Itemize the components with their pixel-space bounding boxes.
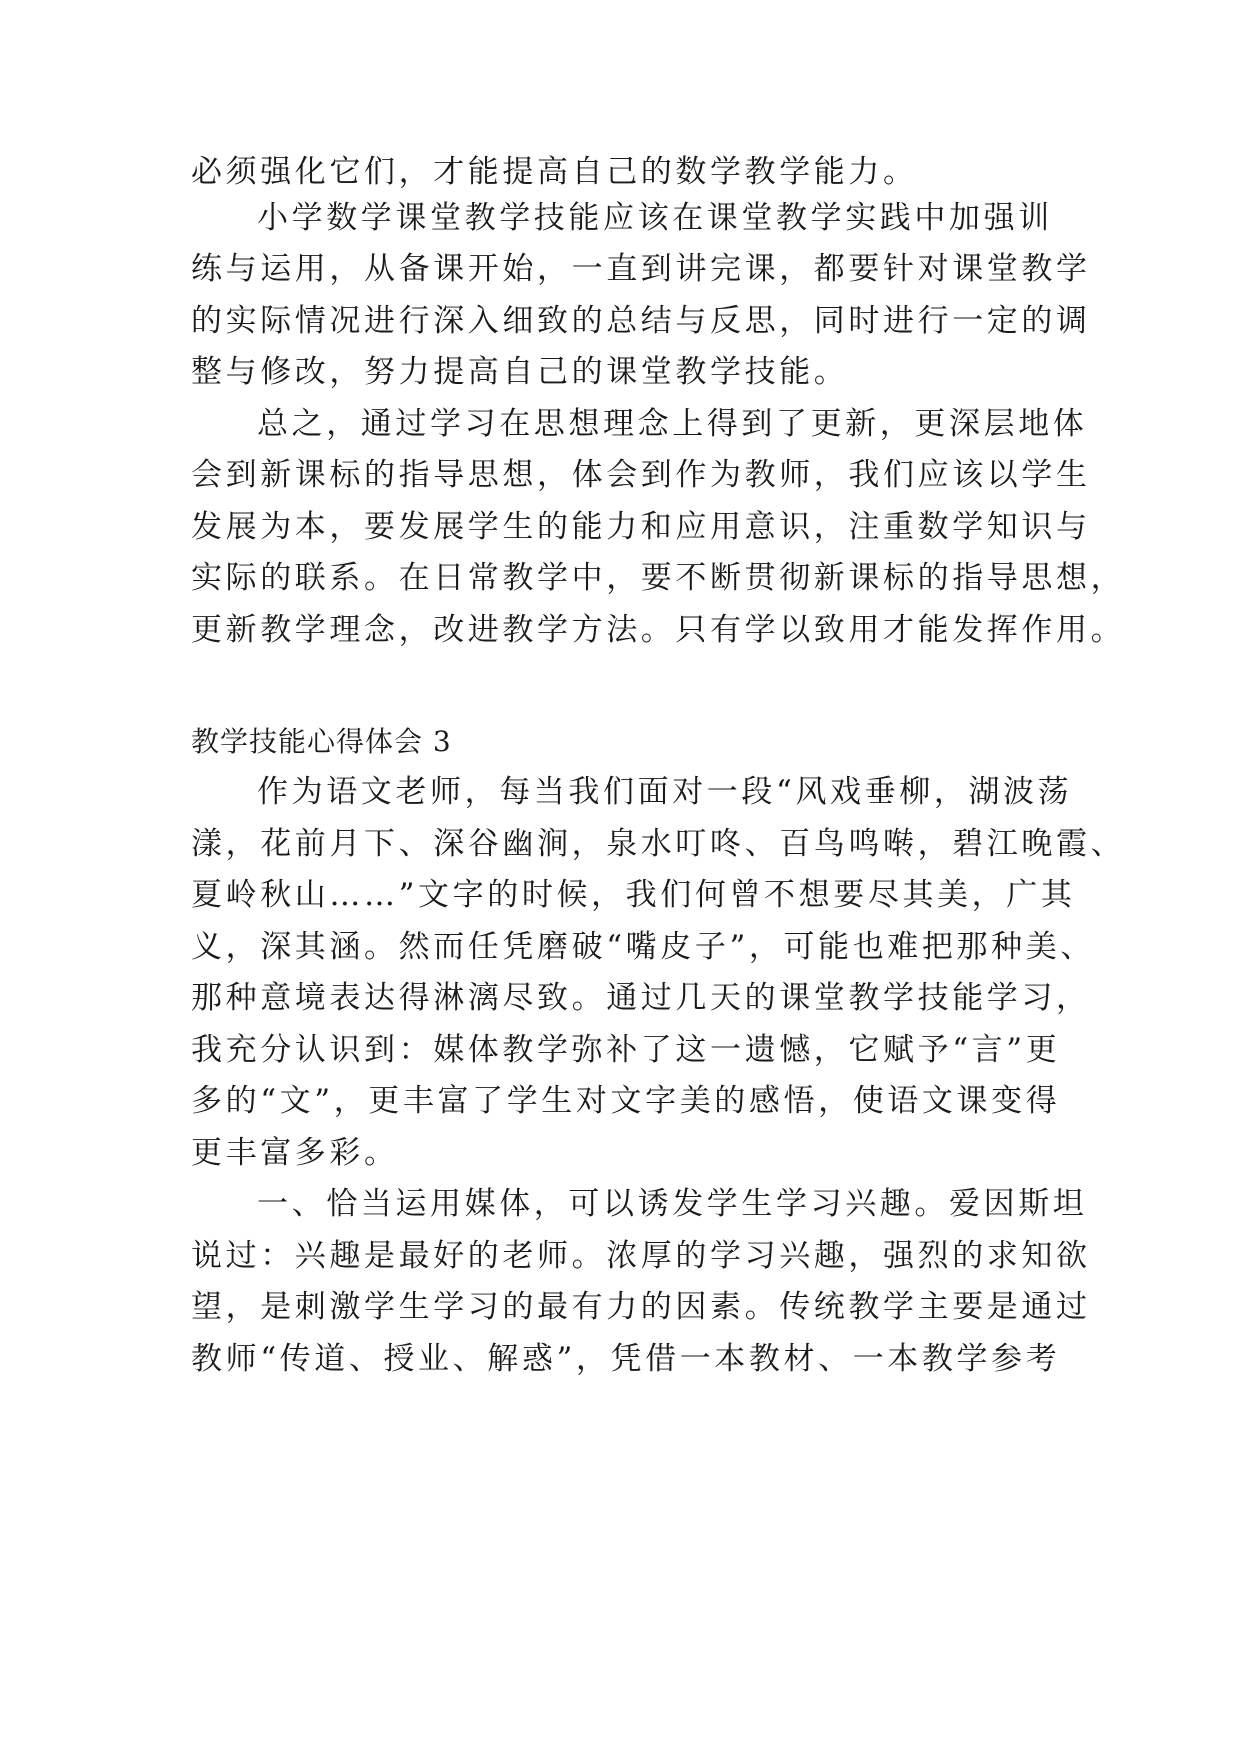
paragraph-line: 必须强化它们，才能提高自己的数学教学能力。 — [191, 154, 918, 190]
paragraph-line: 多的“文”，更丰富了学生对文字美的感悟，使语文课变得 — [191, 1083, 1061, 1119]
paragraph-line: 发展为本，要发展学生的能力和应用意识，注重数学知识与 — [191, 509, 1091, 545]
paragraph-line: 更新教学理念，改进教学方法。只有学以致用才能发挥作用。 — [191, 612, 1126, 648]
paragraph-line: 整与修改，努力提高自己的课堂教学技能。 — [191, 354, 849, 390]
paragraph-line: 教师“传道、授业、解惑”，凭借一本教材、一本教学参考 — [191, 1341, 1061, 1377]
paragraph-line: 漾，花前月下、深谷幽涧，泉水叮咚、百鸟鸣啭，碧江晚霞、 — [191, 826, 1126, 862]
paragraph-line: 总之，通过学习在思想理念上得到了更新，更深层地体 — [257, 406, 1088, 442]
paragraph-line: 义，深其涵。然而任凭磨破“嘴皮子”，可能也难把那种美、 — [191, 929, 1095, 965]
paragraph-line: 夏岭秋山……”文字的时候，我们何曾不想要尽其美，广其 — [191, 877, 1076, 913]
paragraph-line: 望，是刺激学生学习的最有力的因素。传统教学主要是通过 — [191, 1289, 1091, 1325]
paragraph-line: 实际的联系。在日常教学中，要不断贯彻新课标的指导思想， — [191, 560, 1126, 596]
paragraph-line: 的实际情况进行深入细致的总结与反思，同时进行一定的调 — [191, 303, 1091, 339]
paragraph-line: 作为语文老师，每当我们面对一段“风戏垂柳，湖波荡 — [257, 774, 1073, 810]
paragraph-line: 小学数学课堂教学技能应该在课堂教学实践中加强训 — [257, 200, 1053, 236]
paragraph-line: 会到新课标的指导思想，体会到作为教师，我们应该以学生 — [191, 457, 1091, 493]
section-heading: 教学技能心得体会 3 — [191, 725, 452, 758]
paragraph-line: 更丰富多彩。 — [191, 1135, 399, 1171]
paragraph-line: 练与运用，从备课开始，一直到讲完课，都要针对课堂教学 — [191, 251, 1091, 287]
paragraph-line: 我充分认识到：媒体教学弥补了这一遗憾，它赋予“言”更 — [191, 1032, 1061, 1068]
paragraph-line: 说过：兴趣是最好的老师。浓厚的学习兴趣，强烈的求知欲 — [191, 1238, 1091, 1274]
paragraph-line: 一、恰当运用媒体，可以诱发学生学习兴趣。爱因斯坦 — [257, 1186, 1088, 1222]
paragraph-line: 那种意境表达得淋漓尽致。通过几天的课堂教学技能学习， — [191, 980, 1091, 1016]
